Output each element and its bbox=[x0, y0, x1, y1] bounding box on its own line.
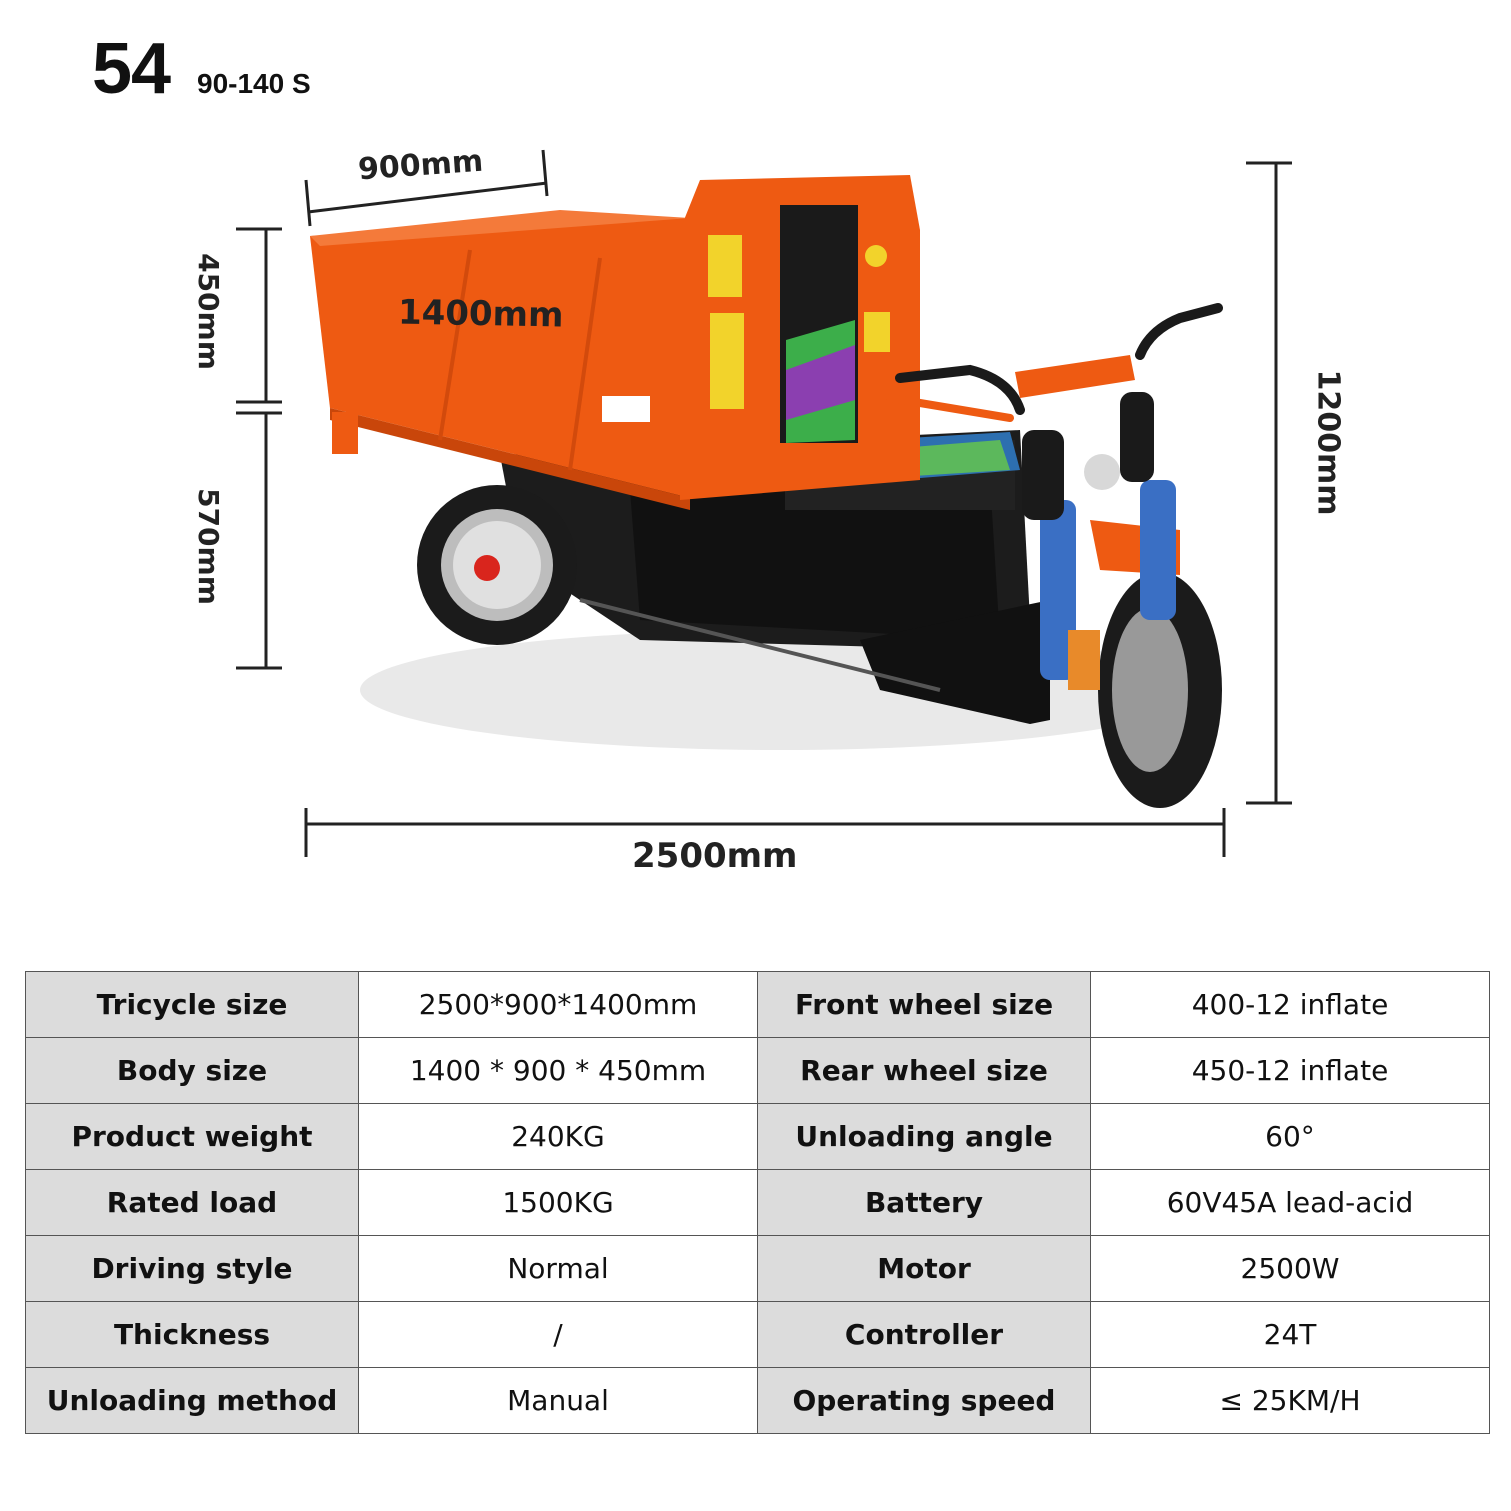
spec-label: Front wheel size bbox=[758, 972, 1091, 1038]
spec-table bbox=[25, 971, 1490, 1434]
model-number: 54 bbox=[92, 29, 171, 109]
dimension-width-label: 900mm bbox=[356, 143, 485, 188]
dimension-overall-height-label: 1200mm bbox=[1310, 369, 1346, 516]
table-row bbox=[26, 1236, 1490, 1302]
spec-value: 1400 * 900 * 450mm bbox=[359, 1038, 758, 1104]
spec-table-body bbox=[26, 972, 1490, 1434]
spec-value: 60° bbox=[1091, 1104, 1490, 1170]
spec-value: 400-12 inflate bbox=[1091, 972, 1490, 1038]
headlight-panel bbox=[1015, 355, 1135, 398]
dimension-body-height-label: 450mm bbox=[191, 253, 225, 370]
spec-value: ≤ 25KM/H bbox=[1091, 1368, 1490, 1434]
table-row bbox=[26, 1104, 1490, 1170]
spec-label: Battery bbox=[758, 1170, 1091, 1236]
spec-label: Body size bbox=[26, 1038, 359, 1104]
table-row bbox=[26, 1302, 1490, 1368]
spec-label: Unloading method bbox=[26, 1368, 359, 1434]
spec-label: Rear wheel size bbox=[758, 1038, 1091, 1104]
table-row bbox=[26, 1368, 1490, 1434]
spec-value: 2500W bbox=[1091, 1236, 1490, 1302]
table-row bbox=[26, 1038, 1490, 1104]
spec-label: Thickness bbox=[26, 1302, 359, 1368]
spec-value: 240KG bbox=[359, 1104, 758, 1170]
spec-label: Controller bbox=[758, 1302, 1091, 1368]
cargo-box bbox=[310, 175, 920, 510]
spec-value: 1500KG bbox=[359, 1170, 758, 1236]
rear-wheel bbox=[417, 485, 577, 645]
spec-value: 450-12 inflate bbox=[1091, 1038, 1490, 1104]
table-row bbox=[26, 972, 1490, 1038]
spec-label: Operating speed bbox=[758, 1368, 1091, 1434]
dimension-overall-length-label: 2500mm bbox=[632, 836, 798, 876]
spec-label: Rated load bbox=[26, 1170, 359, 1236]
spec-label: Tricycle size bbox=[26, 972, 359, 1038]
spec-value: 24T bbox=[1091, 1302, 1490, 1368]
spec-label: Unloading angle bbox=[758, 1104, 1091, 1170]
spec-value: 60V45A lead-acid bbox=[1091, 1170, 1490, 1236]
dimension-body-length-label: 1400mm bbox=[397, 292, 564, 336]
table-row bbox=[26, 1170, 1490, 1236]
spec-label: Driving style bbox=[26, 1236, 359, 1302]
spec-label: Product weight bbox=[26, 1104, 359, 1170]
dimension-ground-height-label: 570mm bbox=[191, 488, 225, 605]
front-wheel-assembly bbox=[1022, 392, 1222, 808]
model-code: 90-140 S bbox=[197, 68, 311, 99]
spec-value: / bbox=[359, 1302, 758, 1368]
spec-label: Motor bbox=[758, 1236, 1091, 1302]
handlebar bbox=[890, 308, 1218, 418]
spec-value: Manual bbox=[359, 1368, 758, 1434]
spec-value: 2500*900*1400mm bbox=[359, 972, 758, 1038]
spec-value: Normal bbox=[359, 1236, 758, 1302]
